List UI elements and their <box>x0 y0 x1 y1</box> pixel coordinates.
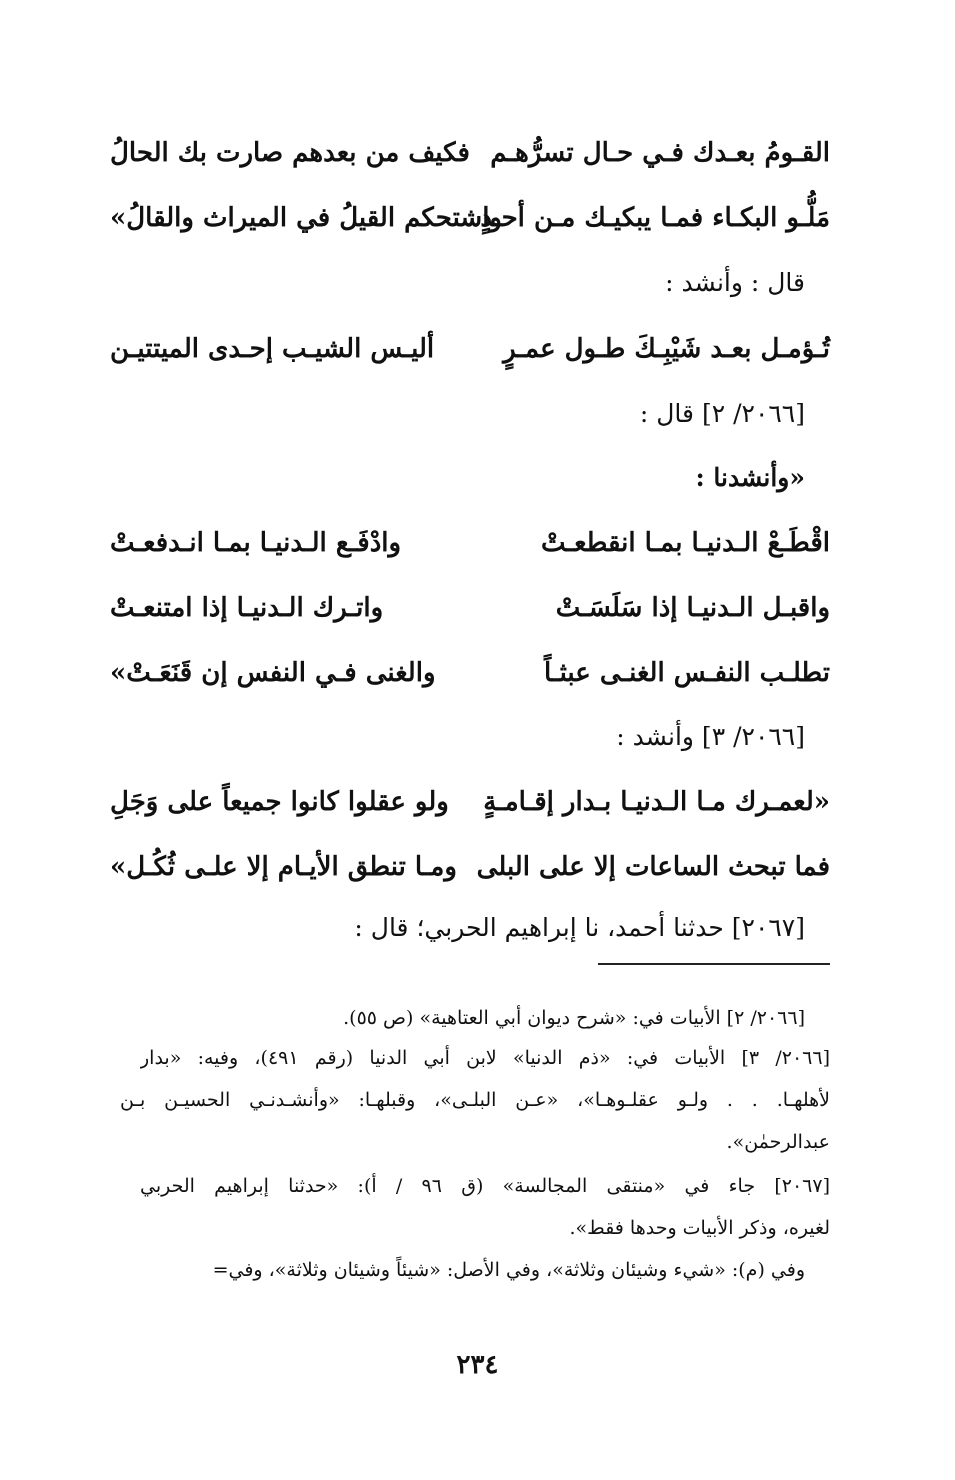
verse-first-hemistich: تطلـب النفـس الغنـى عبثـاً <box>544 658 830 688</box>
verse-first-hemistich: تُـؤمـل بعـد شَيْبِـكَ طـول عمـرٍ <box>503 334 830 364</box>
footnote-line: [٢٠٦٦/ ٣] الأبيات في: «ذم الدنيا» لابن أبي الدنيا (رقم ٤٩١)، وفيه: «بدار <box>140 1047 830 1069</box>
verse-row <box>110 128 830 178</box>
verse-second-hemistich: فكيف من بعدهم صارت بك الحالُ <box>110 138 470 168</box>
verse-first-hemistich: واقبـل الـدنيـا إذا سَلَسَـتْ <box>555 593 830 623</box>
verse-second-hemistich: ولو عقلوا كانوا جميعاً على وَجَلِ <box>110 787 449 817</box>
verse-second-hemistich: واتـرك الـدنيـا إذا امتنعـتْ <box>110 593 384 623</box>
footnote-line: عبدالرحمٰن». <box>726 1131 830 1153</box>
page-number: ٢٣٤ <box>456 1350 499 1380</box>
entry-heading: [٢٠٦٦/ ٣] وأنشد : <box>616 722 805 751</box>
verse-row <box>110 777 830 827</box>
verse-row <box>110 518 830 568</box>
entry-heading: [٢٠٦٦/ ٢] قال : <box>639 399 805 428</box>
verse-second-hemistich: وادْفَـع الـدنيـا بمـا انـدفعـتْ <box>110 528 402 558</box>
verse-second-hemistich: أليـس الشيـب إحـدى الميتتيـن <box>110 334 435 364</box>
verse-second-hemistich: واشتحكم القيلُ في الميراث والقالُ» <box>110 203 502 233</box>
verse-second-hemistich: ومـا تنطق الأيـام إلا علـى ثُكُـل» <box>110 852 457 882</box>
prose-line: «وأنشدنا : <box>695 463 805 492</box>
footnote-line: وفي (م): «شيء وشيئان وثلاثة»، وفي الأصل: «شيئاً وشيئان وثلاثة»، وفي= <box>212 1259 805 1281</box>
verse-first-hemistich: «لعمـرك مـا الـدنيـا بـدار إقـامـةٍ <box>483 787 830 817</box>
verse-first-hemistich: اقْطَـعْ الـدنيـا بمـا انقطعـتْ <box>540 528 830 558</box>
verse-row <box>110 648 830 698</box>
footnote-line: لأهلهـا. . . ولـو عقلـوهـا»، «عـن البلـى»، وقبلهـا: «وأنشـدنـي الحسيـن بـن <box>120 1089 830 1111</box>
verse-row <box>110 324 830 374</box>
verse-row <box>110 842 830 892</box>
footnote-line: [٢٠٦٦/ ٢] الأبيات في: «شرح ديوان أبي العتاهية» (ص ٥٥). <box>343 1007 805 1029</box>
verse-row <box>110 193 830 243</box>
prose-line: قال : وأنشد : <box>665 268 805 297</box>
entry-heading: [٢٠٦٧] حدثنا أحمد، نا إبراهيم الحربي؛ قال : <box>354 913 805 942</box>
verse-row <box>110 583 830 633</box>
footnote-separator <box>598 963 830 965</box>
verse-second-hemistich: والغنى فـي النفس إن قَنَعَـتْ» <box>110 658 436 688</box>
verse-first-hemistich: مَلُّـو البكـاء فمـا يبكيـك مـن أحـدٍ <box>480 203 830 233</box>
footnote-line: لغيره، وذكر الأبيات وحدها فقط». <box>569 1217 830 1239</box>
verse-first-hemistich: فما تبحث الساعات إلا على البلى <box>476 852 830 882</box>
verse-first-hemistich: القـومُ بعـدك فـي حـال تسرُّهـم <box>490 138 830 168</box>
footnote-line: [٢٠٦٧] جاء في «منتقى المجالسة» (ق ٩٦ / أ): «حدثنا إبراهيم الحربي <box>140 1175 830 1197</box>
